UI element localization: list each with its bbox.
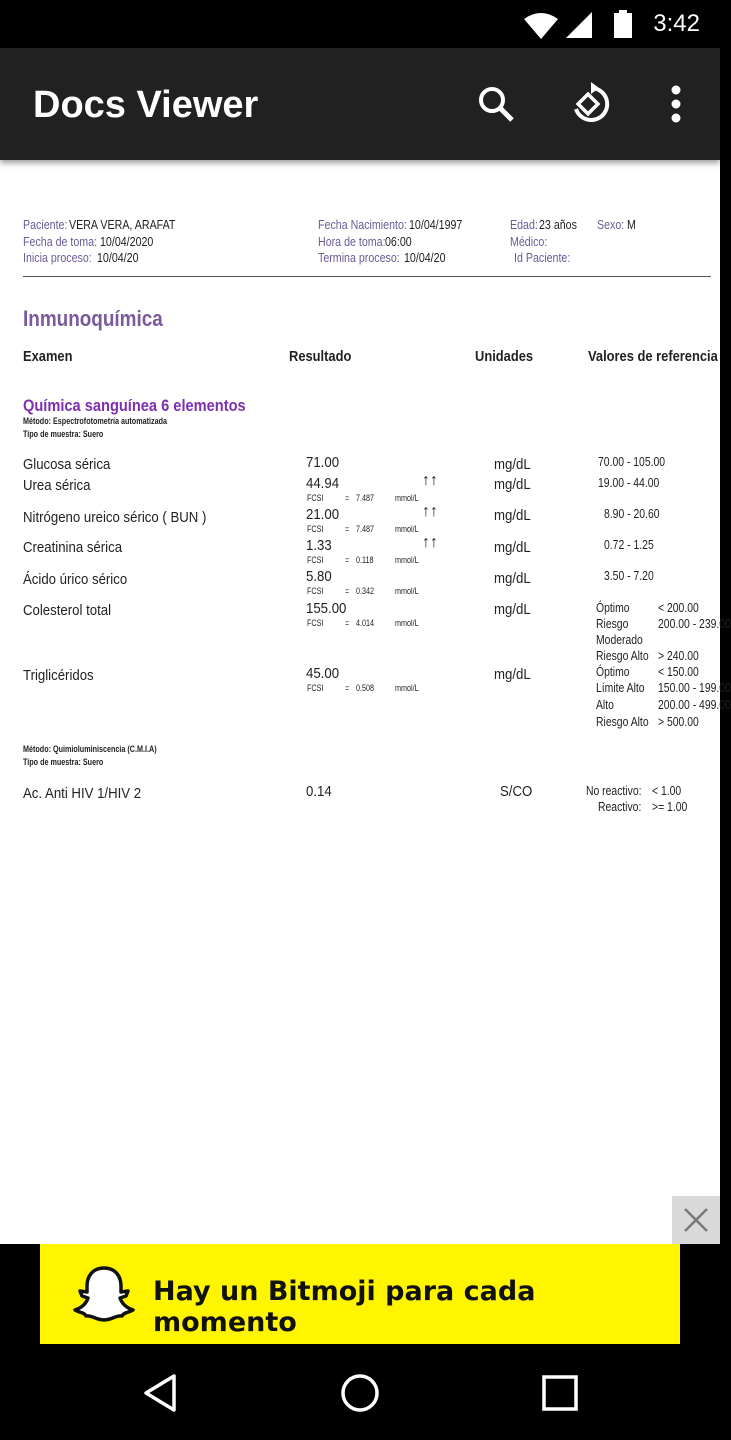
row-value: 1.33 bbox=[306, 537, 332, 554]
row-value: 155.00 bbox=[306, 600, 347, 617]
fcsi-eq: = bbox=[345, 493, 350, 503]
fcsi-label: FCSI bbox=[307, 493, 324, 503]
more-options-button[interactable] bbox=[648, 76, 704, 132]
group1-title: Química sanguínea 6 elementos bbox=[23, 396, 246, 415]
ref-key: Reactivo: bbox=[598, 799, 642, 814]
ref-key: No reactivo: bbox=[586, 783, 642, 798]
section-title: Inmunoquímica bbox=[23, 306, 163, 331]
rotate-icon bbox=[569, 82, 613, 126]
col-unidades: Unidades bbox=[475, 348, 534, 365]
row-name: Triglicéridos bbox=[23, 667, 94, 684]
row-name: Nitrógeno ureico sérico ( BUN ) bbox=[23, 509, 207, 526]
edad-value: 23 años bbox=[539, 217, 577, 232]
fcsi-value: 0.342 bbox=[356, 586, 375, 596]
row-unit: S/CO bbox=[500, 783, 533, 800]
fcsi-label: FCSI bbox=[307, 555, 324, 565]
id-paciente-label: Id Paciente: bbox=[514, 250, 571, 265]
inicia-value: 10/04/20 bbox=[97, 250, 139, 265]
fcsi-eq: = bbox=[345, 683, 350, 693]
hora-label: Hora de toma: bbox=[318, 234, 386, 249]
high-flag: ↑↑ bbox=[422, 472, 438, 489]
fcsi-label: FCSI bbox=[307, 524, 324, 534]
app-title: Docs Viewer bbox=[33, 84, 259, 126]
row-unit: mg/dL bbox=[494, 539, 531, 556]
medico-label: Médico: bbox=[510, 234, 548, 249]
home-button[interactable] bbox=[335, 1368, 385, 1418]
fcsi-eq: = bbox=[345, 524, 350, 534]
ref-key: Moderado bbox=[596, 632, 643, 647]
fcsi-unit: mmol/L bbox=[395, 618, 419, 628]
row-ref: 19.00 - 44.00 bbox=[598, 475, 660, 490]
fcsi-value: 0.508 bbox=[356, 683, 375, 693]
ref-val: 200.00 - 239.00 bbox=[658, 616, 731, 631]
row-ref: 70.00 - 105.00 bbox=[598, 454, 666, 469]
fcsi-value: 0.118 bbox=[356, 555, 374, 565]
ref-val: >= 1.00 bbox=[652, 799, 688, 814]
ad-text: Hay un Bitmoji para cada momento bbox=[153, 1276, 536, 1338]
document-page[interactable] bbox=[0, 160, 731, 1244]
ref-val: > 240.00 bbox=[658, 648, 699, 663]
ref-val: > 500.00 bbox=[658, 714, 699, 729]
home-icon bbox=[340, 1373, 380, 1413]
group1-metodo: Método: Espectrofotometría automatizada bbox=[23, 416, 168, 426]
edad-label: Edad: bbox=[510, 217, 538, 232]
fcsi-label: FCSI bbox=[307, 586, 324, 596]
group2-metodo: Método: Quimioluminiscencia (C.M.I.A) bbox=[23, 744, 157, 754]
sexo-value: M bbox=[627, 217, 636, 232]
high-flag: ↑↑ bbox=[422, 503, 438, 520]
back-button[interactable] bbox=[135, 1368, 185, 1418]
row-value: 71.00 bbox=[306, 454, 340, 471]
recents-icon bbox=[542, 1375, 578, 1411]
fcsi-unit: mmol/L bbox=[395, 586, 419, 596]
fcsi-label: FCSI bbox=[307, 683, 324, 693]
ref-val: 150.00 - 199.00 bbox=[658, 680, 731, 695]
row-value: 5.80 bbox=[306, 568, 332, 585]
nacimiento-label: Fecha Nacimiento: bbox=[318, 217, 407, 232]
ref-key: Óptimo bbox=[596, 664, 630, 679]
more-vert-icon bbox=[670, 84, 682, 124]
col-referencia: Valores de referencia bbox=[588, 348, 718, 365]
high-flag: ↑↑ bbox=[422, 534, 438, 551]
paciente-value: VERA VERA, ARAFAT bbox=[69, 217, 176, 232]
back-icon bbox=[142, 1373, 178, 1413]
row-name: Urea sérica bbox=[23, 477, 91, 494]
row-unit: mg/dL bbox=[494, 507, 531, 524]
fcsi-eq: = bbox=[345, 555, 350, 565]
row-name: Colesterol total bbox=[23, 602, 112, 619]
row-unit: mg/dL bbox=[494, 666, 531, 683]
col-resultado: Resultado bbox=[289, 348, 352, 365]
fcsi-unit: mmol/L bbox=[395, 683, 419, 693]
row-unit: mg/dL bbox=[494, 570, 531, 587]
row-value: 0.14 bbox=[306, 783, 332, 800]
ref-key: Alto bbox=[596, 697, 614, 712]
paciente-label: Paciente: bbox=[23, 217, 68, 232]
ref-val: 200.00 - 499.00 bbox=[658, 697, 731, 712]
row-name: Creatinina sérica bbox=[23, 539, 123, 556]
wifi-icon bbox=[524, 13, 558, 39]
fcsi-unit: mmol/L bbox=[395, 524, 419, 534]
snapchat-ghost-icon bbox=[72, 1264, 136, 1324]
fecha-toma-label: Fecha de toma: bbox=[23, 234, 98, 249]
header-divider bbox=[23, 276, 711, 277]
ad-banner[interactable] bbox=[40, 1244, 680, 1344]
fecha-toma-value: 10/04/2020 bbox=[100, 234, 154, 249]
group2-tipo: Tipo de muestra: Suero bbox=[23, 757, 104, 767]
ref-key: Óptimo bbox=[596, 600, 630, 615]
inicia-label: Inicia proceso: bbox=[23, 250, 92, 265]
ref-key: Riesgo Alto bbox=[596, 714, 649, 729]
group1-tipo: Tipo de muestra: Suero bbox=[23, 429, 104, 439]
ref-val: < 1.00 bbox=[652, 783, 682, 798]
battery-icon bbox=[614, 10, 632, 38]
row-ref: 8.90 - 20.60 bbox=[604, 506, 660, 521]
row-name: Ácido úrico sérico bbox=[23, 571, 128, 588]
ad-close-button[interactable] bbox=[672, 1196, 720, 1244]
fcsi-value: 7.487 bbox=[356, 493, 375, 503]
row-unit: mg/dL bbox=[494, 476, 531, 493]
row-value: 21.00 bbox=[306, 506, 340, 523]
ref-key: Riesgo bbox=[596, 616, 629, 631]
rotate-button[interactable] bbox=[563, 76, 619, 132]
fcsi-value: 7.487 bbox=[356, 524, 375, 534]
row-name: Ac. Anti HIV 1/HIV 2 bbox=[23, 785, 142, 802]
system-nav-bar bbox=[0, 1344, 720, 1440]
fcsi-label: FCSI bbox=[307, 618, 324, 628]
hora-value: 06:00 bbox=[385, 234, 412, 249]
nacimiento-value: 10/04/1997 bbox=[409, 217, 463, 232]
row-ref: 0.72 - 1.25 bbox=[604, 537, 654, 552]
sexo-label: Sexo: bbox=[597, 217, 625, 232]
status-time: 3:42 bbox=[653, 10, 700, 37]
ref-val: < 150.00 bbox=[658, 664, 699, 679]
app-bar bbox=[0, 48, 720, 160]
ref-val: < 200.00 bbox=[658, 600, 699, 615]
row-value: 45.00 bbox=[306, 665, 340, 682]
cell-signal-icon bbox=[566, 12, 592, 38]
row-value: 44.94 bbox=[306, 475, 340, 492]
status-bar bbox=[0, 0, 720, 48]
row-ref: 3.50 - 7.20 bbox=[604, 568, 654, 583]
termina-label: Termina proceso: bbox=[318, 250, 400, 265]
fcsi-unit: mmol/L bbox=[395, 493, 419, 503]
fcsi-value: 4.014 bbox=[356, 618, 375, 628]
recents-button[interactable] bbox=[535, 1368, 585, 1418]
row-unit: mg/dL bbox=[494, 601, 531, 618]
fcsi-eq: = bbox=[345, 618, 350, 628]
row-name: Glucosa sérica bbox=[23, 456, 111, 473]
ref-key: Límite Alto bbox=[596, 680, 645, 695]
search-button[interactable] bbox=[468, 76, 524, 132]
col-examen: Examen bbox=[23, 348, 73, 365]
row-unit: mg/dL bbox=[494, 456, 531, 473]
termina-value: 10/04/20 bbox=[404, 250, 446, 265]
fcsi-unit: mmol/L bbox=[395, 555, 419, 565]
close-icon bbox=[682, 1206, 710, 1234]
fcsi-eq: = bbox=[345, 586, 350, 596]
search-icon bbox=[476, 84, 516, 124]
ref-key: Riesgo Alto bbox=[596, 648, 649, 663]
